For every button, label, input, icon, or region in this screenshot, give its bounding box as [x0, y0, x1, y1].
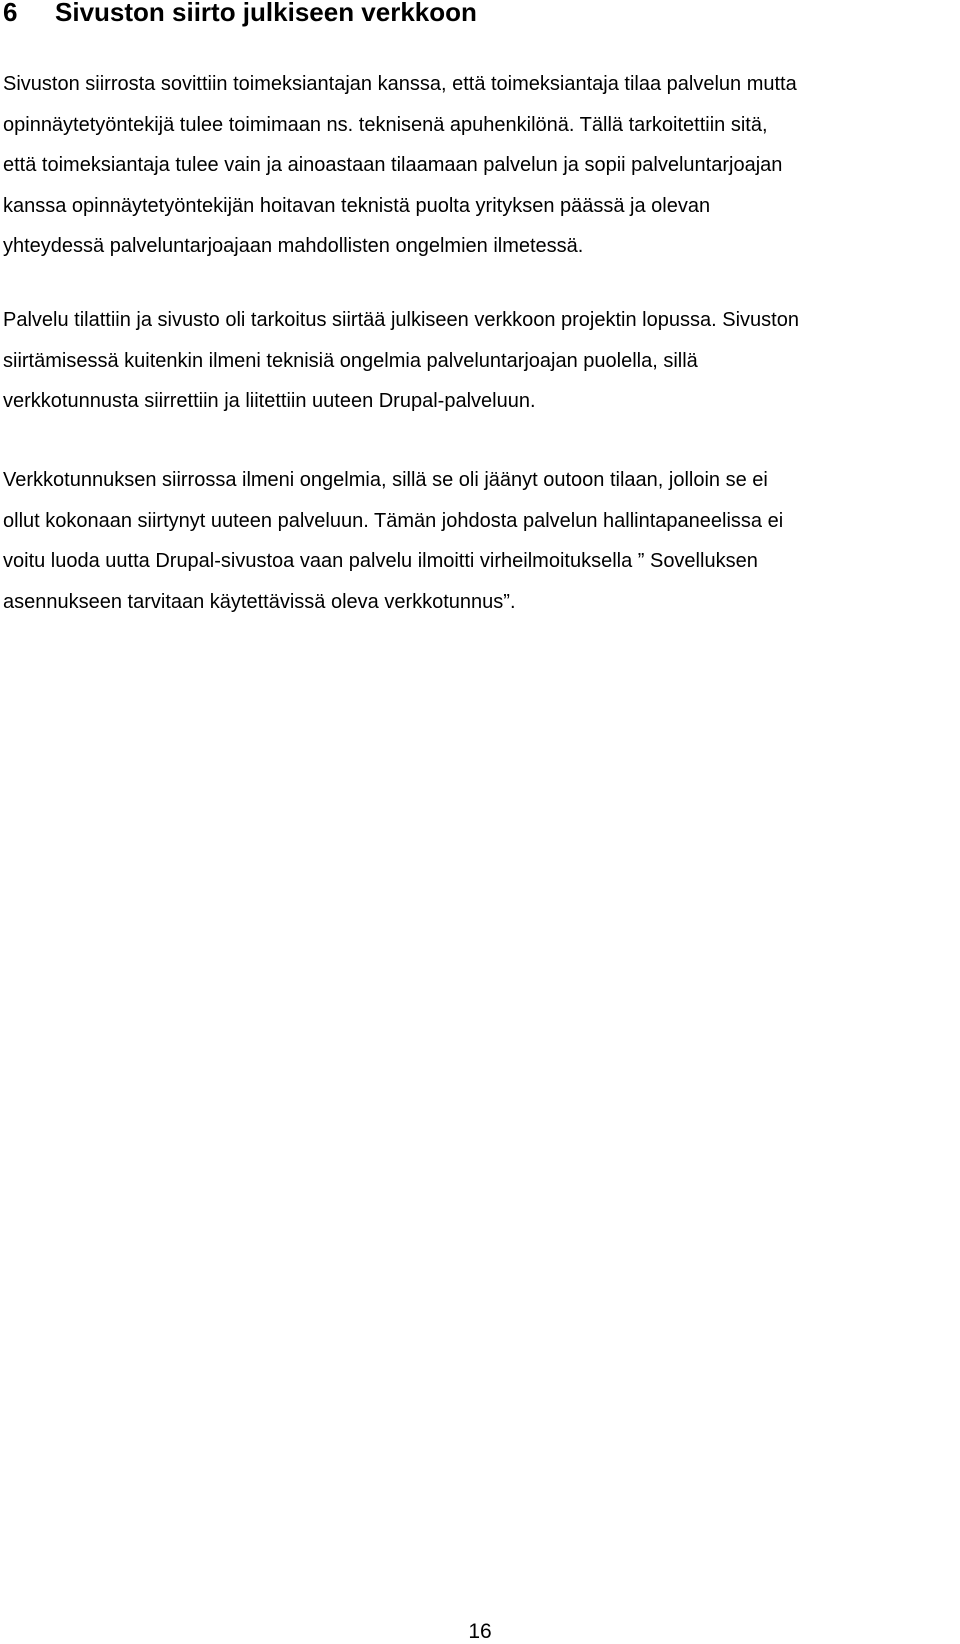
paragraph-line: että toimeksiantaja tulee vain ja ainoastaan tilaamaan palvelun ja sopii palveluntarjoajan	[3, 154, 783, 177]
paragraph-line: yhteydessä palveluntarjoajaan mahdollisten ongelmien ilmetessä.	[3, 235, 584, 258]
paragraph-line: kanssa opinnäytetyöntekijän hoitavan teknistä puolta yrityksen päässä ja olevan	[3, 194, 711, 217]
section-title: Sivuston siirto julkiseen verkkoon	[55, 0, 477, 27]
paragraph-line: voitu luoda uutta Drupal-sivustoa vaan palvelu ilmoitti virheilmoituksella ” Sovelluksen	[3, 550, 758, 573]
paragraph-line: verkkotunnusta siirrettiin ja liitettiin uuteen Drupal-palveluun.	[3, 390, 536, 413]
paragraph-line: ollut kokonaan siirtynyt uuteen palveluun. Tämän johdosta palvelun hallintapaneelissa ei	[3, 509, 784, 532]
section-heading	[3, 0, 477, 28]
paragraph-line: Verkkotunnuksen siirrossa ilmeni ongelmia, sillä se oli jäänyt outoon tilaan, jolloin se ei	[3, 469, 768, 491]
paragraph-line: opinnäytetyöntekijä tulee toimimaan ns. teknisenä apuhenkilönä. Tällä tarkoitettiin sitä,	[3, 113, 768, 136]
paragraph-line: asennukseen tarvitaan käytettävissä oleva verkkotunnus”.	[3, 590, 516, 613]
paragraph-line: siirtämisessä kuitenkin ilmeni teknisiä ongelmia palveluntarjoajan puolella, sillä	[3, 349, 698, 372]
paragraph-1	[3, 64, 951, 267]
paragraph-line: Sivuston siirrosta sovittiin toimeksiantajan kanssa, että toimeksiantaja tilaa palvelun mutta	[3, 73, 797, 95]
section-number: 6	[3, 0, 18, 27]
paragraph-2	[3, 300, 951, 422]
paragraph-line: Palvelu tilattiin ja sivusto oli tarkoitus siirtää julkiseen verkkoon projektin lopussa. Sivuston	[3, 309, 799, 331]
paragraph-3	[3, 460, 951, 622]
page-number: 16	[468, 1620, 492, 1643]
